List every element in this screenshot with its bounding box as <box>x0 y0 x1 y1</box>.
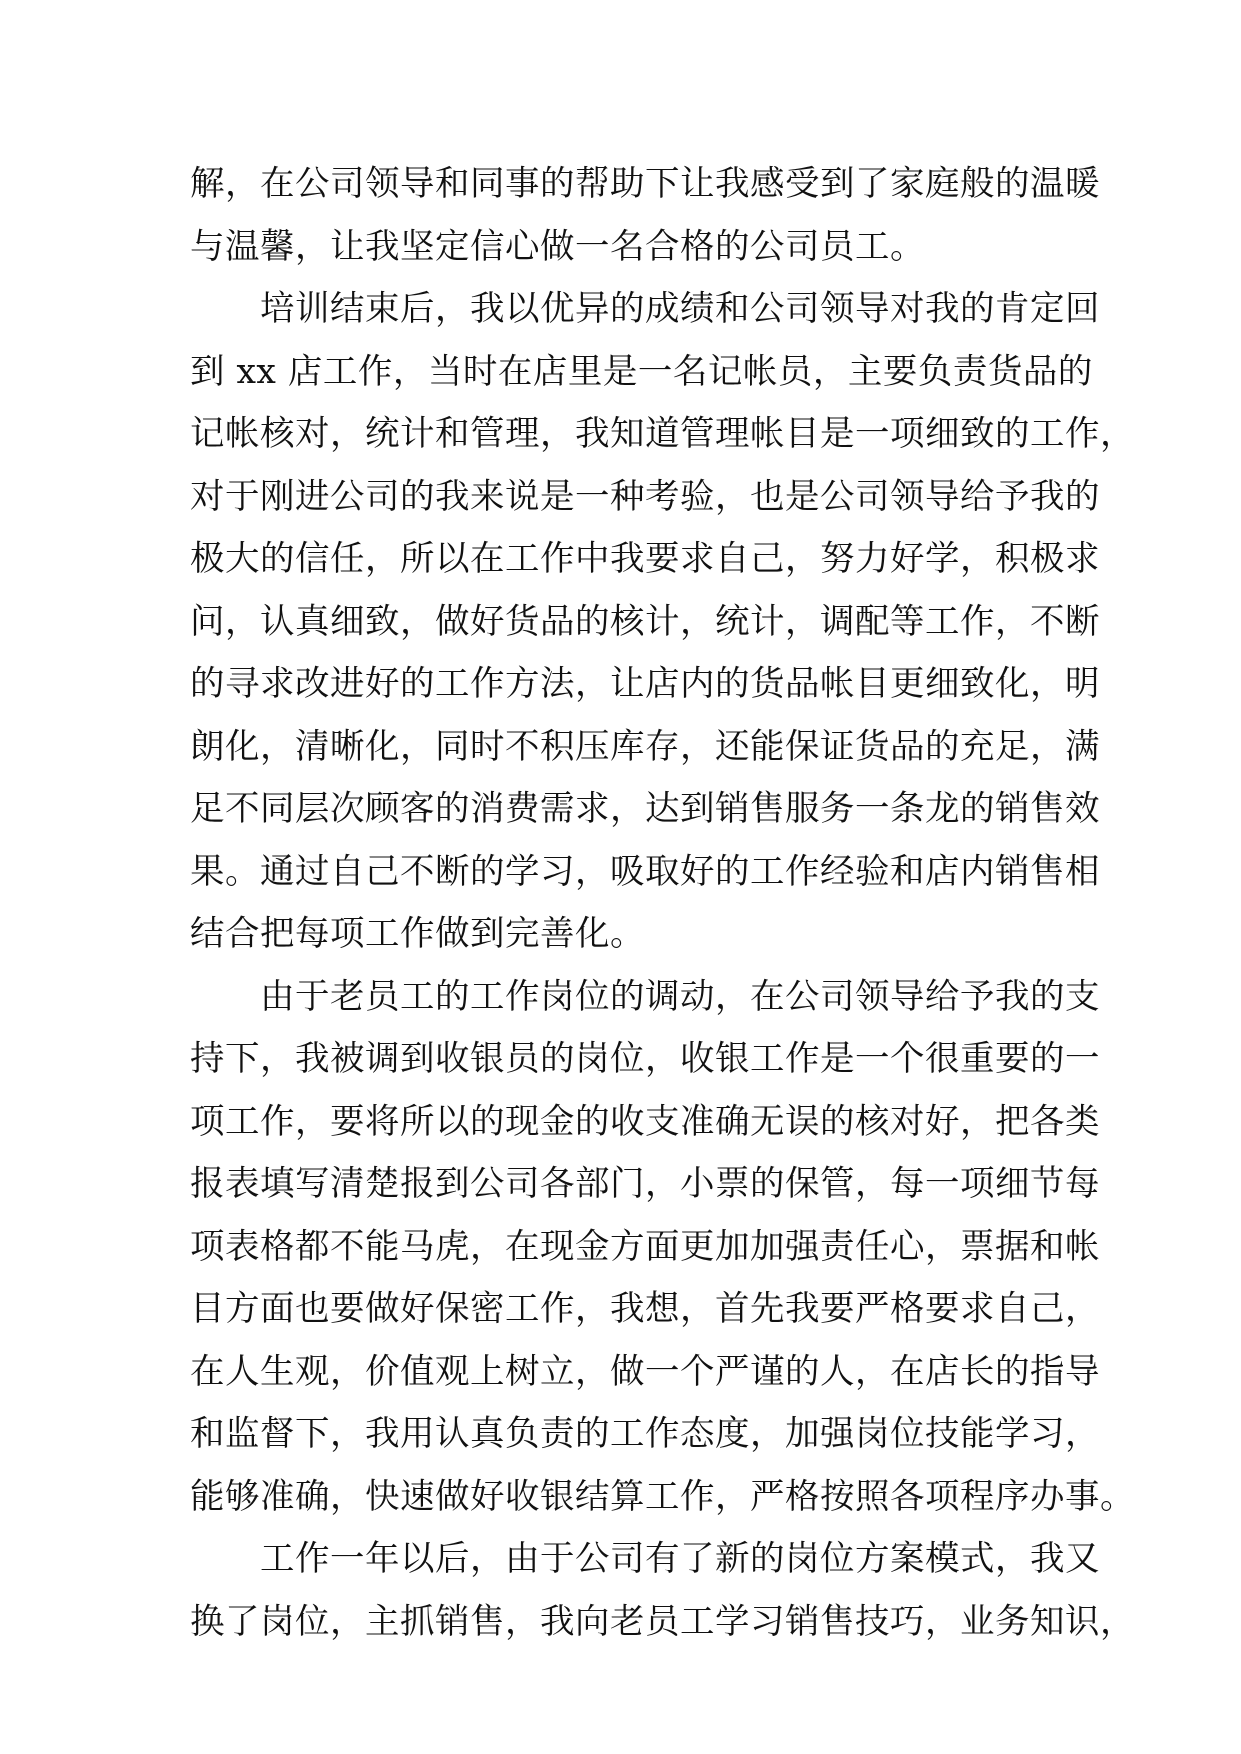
text-line: 果。通过自己不断的学习，吸取好的工作经验和店内销售相 <box>190 851 1100 892</box>
text-line: 项工作，要将所以的现金的收支准确无误的核对好，把各类 <box>190 1101 1100 1142</box>
text-line: 到 xx 店工作，当时在店里是一名记帐员，主要负责货品的 <box>190 351 1093 392</box>
text-line: 与温馨，让我坚定信心做一名合格的公司员工。 <box>190 226 925 267</box>
text-line: 问，认真细致，做好货品的核计，统计，调配等工作，不断 <box>190 601 1100 642</box>
text-line: 报表填写清楚报到公司各部门，小票的保管，每一项细节每 <box>190 1164 1100 1204</box>
body-text <box>190 153 1135 1653</box>
text-line: 结合把每项工作做到完善化。 <box>190 914 645 954</box>
text-line: 能够准确，快速做好收银结算工作，严格按照各项程序办事。 <box>190 1476 1135 1517</box>
text-line: 的寻求改进好的工作方法，让店内的货品帐目更细致化，明 <box>190 664 1100 704</box>
text-line: 在人生观，价值观上树立，做一个严谨的人，在店长的指导 <box>190 1351 1100 1392</box>
text-line: 目方面也要做好保密工作，我想，首先我要严格要求自己， <box>190 1289 1100 1329</box>
text-line: 持下，我被调到收银员的岗位，收银工作是一个很重要的一 <box>190 1039 1100 1079</box>
text-line: 由于老员工的工作岗位的调动，在公司领导给予我的支 <box>190 976 1100 1017</box>
text-line: 记帐核对，统计和管理，我知道管理帐目是一项细致的工作， <box>190 414 1135 454</box>
text-line: 工作一年以后，由于公司有了新的岗位方案模式，我又 <box>190 1539 1100 1579</box>
text-line: 和监督下，我用认真负责的工作态度，加强岗位技能学习， <box>190 1414 1100 1454</box>
text-line: 极大的信任，所以在工作中我要求自己，努力好学，积极求 <box>190 539 1100 579</box>
text-line: 解，在公司领导和同事的帮助下让我感受到了家庭般的温暖 <box>190 164 1100 204</box>
text-line: 项表格都不能马虎，在现金方面更加加强责任心，票据和帐 <box>190 1226 1100 1267</box>
text-line: 对于刚进公司的我来说是一种考验，也是公司领导给予我的 <box>190 476 1100 517</box>
text-line: 足不同层次顾客的消费需求，达到销售服务一条龙的销售效 <box>190 789 1100 829</box>
text-line: 换了岗位，主抓销售，我向老员工学习销售技巧，业务知识， <box>190 1601 1135 1642</box>
text-line: 朗化，清晰化，同时不积压库存，还能保证货品的充足，满 <box>190 726 1100 767</box>
text-line: 培训结束后，我以优异的成绩和公司领导对我的肯定回 <box>190 289 1100 329</box>
